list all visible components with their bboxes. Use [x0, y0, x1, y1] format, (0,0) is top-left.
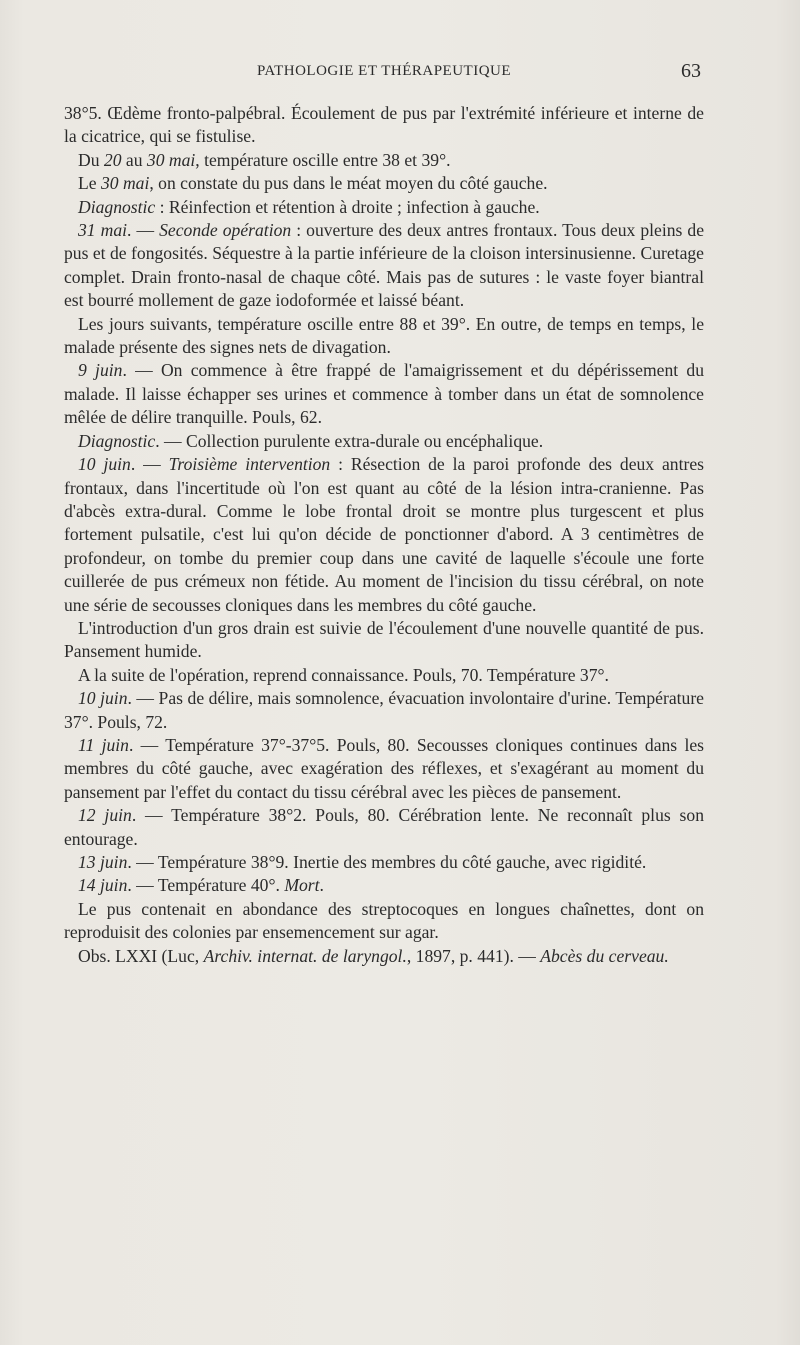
paragraph: 11 juin. — Température 37°-37°5. Pouls, 80. Secousses cloniques continues dans les membres du côté gauche, avec exagération des réflexes, et s'exagérant au moment du pansement par l'effet du contact du tissu cérébral avec les pièces de pansement.	[64, 734, 704, 802]
paragraph: Le 30 mai, on constate du pus dans le méat moyen du côté gauche.	[78, 173, 548, 194]
paragraph: 9 juin. — On commence à être frappé de l'amaigrissement et du dépérissement du malade. Il laisse échapper ses urines et commence à tomber dans un état de somnolence mêlée de délire tranquille. Pouls, 62.	[64, 360, 704, 428]
paragraph: L'introduction d'un gros drain est suivie de l'écoulement d'une nouvelle quantité de pus. Pansement humide.	[64, 617, 704, 662]
paragraph: 13 juin. — Température 38°9. Inertie des membres du côté gauche, avec rigidité.	[78, 852, 647, 872]
paragraph: Diagnostic : Réinfection et rétention à droite ; infection à gauche.	[78, 196, 540, 217]
page-number: 63	[681, 60, 701, 82]
paragraph: 10 juin. — Pas de délire, mais somnolence, évacuation involontaire d'urine. Température 37°. Pouls, 72.	[64, 688, 704, 732]
paragraph: 10 juin. — Troisième intervention : Résection de la paroi profonde des deux antres frontaux, dans l'incertitude où l'on est quant au côté de la lésion intra-cranienne. Pas d'abcès extra-dural. Comme le lobe frontal droit se montre plus turgescent et plus fortement pulsatile, c'est lui qu'on décide de ponctionner d'abord. A 3 centimètres de profondeur, on tombe du premier coup dans une cavité de laquelle s'écoule une forte cuillerée de pus crémeux non fétide. Au moment de l'incision du tissu cérébral, on note une série de secousses cloniques dans les membres du côté gauche.	[64, 454, 704, 615]
paragraph: 31 mai. — Seconde opération : ouverture des deux antres frontaux. Tous deux pleins de pus et de fongosités. Séquestre à la partie inférieure de la cloison intersinusienne. Curetage complet. Drain fronto-nasal de chaque côté. Mais pas de sutures : le vaste foyer biantral est bourré mollement de gaze iodoformée et laissé béant.	[64, 220, 704, 311]
paragraph: 14 juin. — Température 40°. Mort.	[78, 875, 324, 896]
observation-reference: Obs. LXXI (Luc, Archiv. internat. de laryngol., 1897, p. 441). — Abcès du cerveau.	[78, 945, 669, 966]
running-head	[64, 60, 704, 84]
paragraph: A la suite de l'opération, reprend connaissance. Pouls, 70. Température 37°.	[78, 664, 609, 685]
running-title: PATHOLOGIE ET THÉRAPEUTIQUE	[256, 63, 512, 79]
paragraph: Diagnostic. — Collection purulente extra-durale ou encéphalique.	[78, 430, 544, 451]
body-text	[64, 102, 704, 968]
paragraph: Les jours suivants, température oscille entre 88 et 39°. En outre, de temps en temps, le malade présente des signes nets de divagation.	[64, 313, 704, 358]
paragraph: Le pus contenait en abondance des streptocoques en longues chaînettes, dont on reproduisit des colonies par ensemencement sur agar.	[64, 898, 704, 943]
paragraph: 12 juin. — Température 38°2. Pouls, 80. Cérébration lente. Ne reconnaît plus son entourage.	[64, 805, 704, 849]
paragraph: 38°5. Œdème fronto-palpébral. Écoulement de pus par l'extrémité inférieure et interne de la cicatrice, qui se fistulise.	[64, 103, 704, 147]
paragraph: Du 20 au 30 mai, température oscille entre 38 et 39°.	[78, 149, 451, 170]
